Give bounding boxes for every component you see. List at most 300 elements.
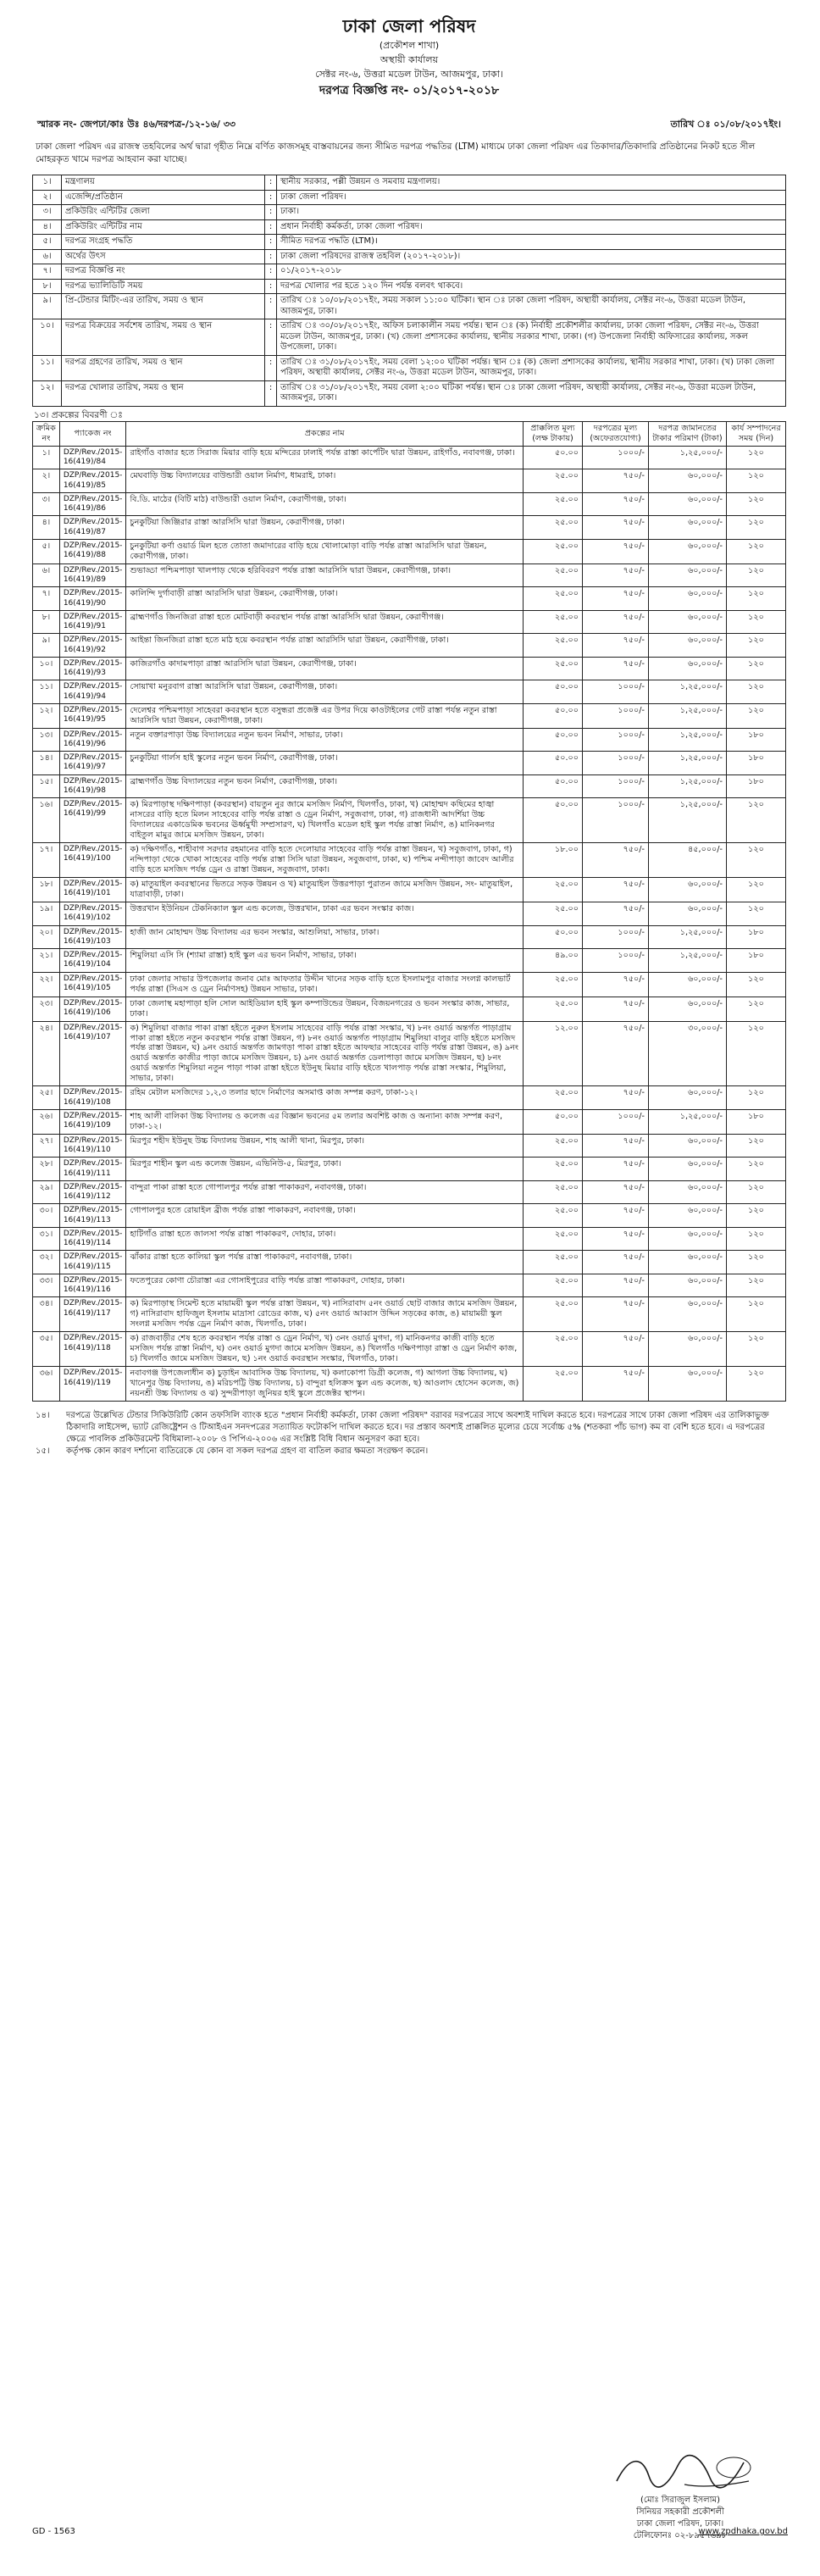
project-duration: ১২০: [727, 972, 786, 997]
project-duration: ১২০: [727, 1367, 786, 1402]
project-security: ১,২৫,০০০/-: [649, 728, 727, 752]
tender-info-table: [32, 175, 786, 407]
project-security: ৬০,০০০/-: [649, 516, 727, 540]
info-value: ঢাকা।: [277, 205, 786, 220]
project-fee: ৭৫০/-: [583, 902, 649, 926]
project-security: ৬০,০০০/-: [649, 564, 727, 587]
project-name: নতুন বক্তারপাড়া উচ্চ বিদ্যালয়ের নতুন ভবন নির্মাণ, সাভার, ঢাকা।: [126, 728, 524, 752]
project-serial: ১০।: [33, 657, 60, 680]
project-cost: ৫০.০০: [524, 728, 583, 752]
project-package: DZP/Rev./2015-16(419)/104: [59, 949, 126, 973]
project-duration: ১২০: [727, 587, 786, 611]
info-value: সীমিত দরপত্র পদ্ধতি (LTM)।: [277, 235, 786, 250]
project-fee: ৭৫০/-: [583, 1086, 649, 1110]
project-name: কালিন্দি দুর্গাবাড়ী রাস্তা আরসিসি দ্বারা উন্নয়ন, কেরাণীগঞ্জ, ঢাকা।: [126, 587, 524, 611]
project-name: আইন্তা জিনজিরা রাস্তা হতে মাঠ হয়ে কবরস্থান পর্যন্ত রাস্তা আরসিসি দ্বারা উন্নয়ন, কেরাণীগঞ্জ, ঢাকা।: [126, 634, 524, 658]
info-row: [33, 235, 786, 250]
project-name: সোয়াখা মনুরবাগ রাস্তা আরসিসি দ্বারা উন্নয়ন, কেরাণীগঞ্জ, ঢাকা।: [126, 680, 524, 704]
project-row: [33, 634, 786, 658]
info-colon: :: [265, 175, 277, 191]
info-value: ঢাকা জেলা পরিষদের রাজস্ব তহবিল (২০১৭-২০১৮)।: [277, 249, 786, 264]
project-row: [33, 1204, 786, 1228]
project-duration: ১২০: [727, 1086, 786, 1110]
info-number: ১০।: [33, 319, 62, 356]
project-cost: ৫০.০০: [524, 752, 583, 775]
project-duration: ১২০: [727, 1251, 786, 1274]
project-cost: ২৫.০০: [524, 539, 583, 564]
info-colon: :: [265, 319, 277, 356]
project-row: [33, 728, 786, 752]
info-value: ঢাকা জেলা পরিষদ।: [277, 190, 786, 205]
project-row: [33, 1180, 786, 1204]
project-cost: ২৫.০০: [524, 657, 583, 680]
info-colon: :: [265, 294, 277, 319]
project-package: DZP/Rev./2015-16(419)/102: [59, 902, 126, 926]
info-value: প্রধান নির্বাহী কর্মকর্তা, ঢাকা জেলা পরিষদ।: [277, 219, 786, 235]
project-cost: ২৫.০০: [524, 972, 583, 997]
info-colon: :: [265, 190, 277, 205]
project-cost: ২৫.০০: [524, 1227, 583, 1251]
info-number: ৭।: [33, 264, 62, 280]
project-name: ব্রাহ্মণগাঁও উচ্চ বিদ্যালয়ের নতুন ভবন নির্মাণ, কেরাণীগঞ্জ, ঢাকা।: [126, 774, 524, 798]
project-name: শাহ আলী বালিকা উচ্চ বিদ্যালয় ও কলেজ এর বিজ্ঞান ভবনের ৫ম তলার অবশিষ্ট কাজ ও অন্যান্য কাজ সম্পন্ন করণ, ঢাকা-১২।: [126, 1109, 524, 1134]
project-cost: ২৫.০০: [524, 469, 583, 493]
project-duration: ১৮০: [727, 925, 786, 949]
col-estimated-cost: প্রাক্কলিত মূল্য (লক্ষ টাকায়): [524, 421, 583, 446]
project-duration: ১২০: [727, 1204, 786, 1228]
project-fee: ১০০০/-: [583, 446, 649, 469]
note-14: [32, 1410, 786, 1446]
project-row: [33, 774, 786, 798]
project-cost: ২৫.০০: [524, 997, 583, 1021]
project-fee: ৭৫০/-: [583, 539, 649, 564]
project-duration: ১২০: [727, 657, 786, 680]
info-number: ৪।: [33, 219, 62, 235]
project-package: DZP/Rev./2015-16(419)/92: [59, 634, 126, 658]
project-serial: ৭।: [33, 587, 60, 611]
project-name: হাটিগাঁও রাস্তা হতে জালসা পর্যন্ত রাস্তা পাকাকরণ, দোহার, ঢাকা।: [126, 1227, 524, 1251]
note-number: ১৪।: [36, 1411, 50, 1421]
project-fee: ৭৫০/-: [583, 1251, 649, 1274]
project-name: ঢাকা জেলাস্থ মহাপাড়া হলি সোল আইডিয়াল হাই স্কুল কম্পাউন্ডের উন্নয়ন, বিজয়নগরের ও ভবন সংস্কার কাজ, সাভার, ঢাকা।: [126, 997, 524, 1021]
projects-section-title: ১৩। প্রকল্পের বিবরণী ঃ: [34, 409, 123, 420]
project-serial: ২৭।: [33, 1134, 60, 1158]
project-serial: ৪।: [33, 516, 60, 540]
project-row: [33, 1021, 786, 1086]
info-colon: :: [265, 235, 277, 250]
info-row: [33, 264, 786, 280]
project-cost: ২৫.০০: [524, 1274, 583, 1297]
project-cost: ২৫.০০: [524, 1086, 583, 1110]
project-security: ৬০,০০০/-: [649, 878, 727, 902]
project-name: বি.ডি. মাঠের (বিটি মাঠ) বাউন্ডারী ওয়াল নির্মাণ, কেরাণীগঞ্জ, ঢাকা।: [126, 492, 524, 516]
project-row: [33, 902, 786, 926]
project-row: [33, 1227, 786, 1251]
project-security: ৬০,০০০/-: [649, 1297, 727, 1332]
project-cost: ২৫.০০: [524, 878, 583, 902]
info-key: দরপত্র খোলার তারিখ, সময় ও স্থান: [62, 380, 265, 406]
project-fee: ১০০০/-: [583, 1109, 649, 1134]
project-serial: ৩৫।: [33, 1332, 60, 1367]
project-fee: ৭৫০/-: [583, 634, 649, 658]
project-row: [33, 997, 786, 1021]
project-package: DZP/Rev./2015-16(419)/110: [59, 1134, 126, 1158]
project-row: [33, 587, 786, 611]
col-project-name: প্রকল্পের নাম: [126, 421, 524, 446]
project-serial: ৬।: [33, 564, 60, 587]
org-title: ঢাকা জেলা পরিষদ: [342, 16, 476, 36]
info-key: দরপত্র বিজ্ঞপ্তি নং: [62, 264, 265, 280]
project-serial: ১।: [33, 446, 60, 469]
note-number: ১৫।: [36, 1446, 50, 1457]
memo-line: [32, 119, 786, 130]
project-name: রহিম মেটাল মসজিদের ১,২,৩ তলার ছাদে নির্মাণের অসমাপ্ত কাজ সম্পন্ন করণ, ঢাকা-১২।: [126, 1086, 524, 1110]
project-package: DZP/Rev./2015-16(419)/99: [59, 798, 126, 843]
project-package: DZP/Rev./2015-16(419)/109: [59, 1109, 126, 1134]
project-package: DZP/Rev./2015-16(419)/111: [59, 1158, 126, 1181]
project-name: চুনকুটিয়া জিঞ্জিরার রাস্তা আরসিসি দ্বারা উন্নয়ন, কেরাণীগঞ্জ, ঢাকা।: [126, 516, 524, 540]
project-package: DZP/Rev./2015-16(419)/101: [59, 878, 126, 902]
project-cost: ২৫.০০: [524, 610, 583, 634]
project-security: ৬০,০০০/-: [649, 1251, 727, 1274]
project-package: DZP/Rev./2015-16(419)/113: [59, 1204, 126, 1228]
project-row: [33, 925, 786, 949]
project-row: [33, 446, 786, 469]
project-duration: ১৮০: [727, 728, 786, 752]
info-value: দরপত্র খোলার পর হতে ১২০ দিন পর্যন্ত বলবৎ থাকবে।: [277, 279, 786, 294]
project-row: [33, 1158, 786, 1181]
project-security: ৬০,০০০/-: [649, 634, 727, 658]
project-cost: ৫০.০০: [524, 774, 583, 798]
signatory-designation: সিনিয়র সহকারী প্রকৌশলী: [636, 2507, 724, 2517]
project-security: ৬০,০০০/-: [649, 1086, 727, 1110]
branch-label: (প্রকৌশল শাখা): [379, 40, 440, 52]
project-serial: ৩৪।: [33, 1297, 60, 1332]
project-security: ৬০,০০০/-: [649, 657, 727, 680]
project-row: [33, 1367, 786, 1402]
project-duration: ১২০: [727, 1158, 786, 1181]
info-key: দরপত্র সংগ্রহ পদ্ধতি: [62, 235, 265, 250]
project-duration: ১২০: [727, 446, 786, 469]
project-serial: ৩০।: [33, 1204, 60, 1228]
office-label: অস্থায়ী কার্যালয়: [380, 54, 439, 65]
project-fee: ৭৫০/-: [583, 1158, 649, 1181]
project-name: মেঘবাড়ি উচ্চ বিদ্যালয়ের বাউন্ডারী ওয়াল নির্মাণ, ধামরাই, ঢাকা।: [126, 469, 524, 493]
footer-code: GD - 1563: [32, 2527, 75, 2536]
project-package: DZP/Rev./2015-16(419)/87: [59, 516, 126, 540]
project-cost: ২৫.০০: [524, 1332, 583, 1367]
notice-number: দরপত্র বিজ্ঞপ্তি নং- ০১/২০১৭-২০১৮: [319, 83, 500, 97]
project-security: ৬০,০০০/-: [649, 1367, 727, 1402]
project-security: ৩০,০০০/-: [649, 1021, 727, 1086]
project-serial: ৮।: [33, 610, 60, 634]
project-duration: ১২০: [727, 516, 786, 540]
project-security: ১,২৫,০০০/-: [649, 925, 727, 949]
project-serial: ২৮।: [33, 1158, 60, 1181]
project-cost: ৫০.০০: [524, 680, 583, 704]
project-serial: ১২।: [33, 703, 60, 728]
project-serial: ১৯।: [33, 902, 60, 926]
project-security: ৬০,০০০/-: [649, 1332, 727, 1367]
project-cost: ২৫.০০: [524, 1134, 583, 1158]
project-fee: ৭৫০/-: [583, 1332, 649, 1367]
info-row: [33, 175, 786, 191]
project-serial: ২৬।: [33, 1109, 60, 1134]
project-fee: ৭৫০/-: [583, 1274, 649, 1297]
project-security: ৬০,০০০/-: [649, 1227, 727, 1251]
project-package: DZP/Rev./2015-16(419)/90: [59, 587, 126, 611]
project-fee: ৭৫০/-: [583, 972, 649, 997]
project-package: DZP/Rev./2015-16(419)/106: [59, 997, 126, 1021]
project-fee: ১০০০/-: [583, 728, 649, 752]
project-row: [33, 657, 786, 680]
project-package: DZP/Rev./2015-16(419)/94: [59, 680, 126, 704]
info-number: ২।: [33, 190, 62, 205]
info-row: [33, 249, 786, 264]
project-package: DZP/Rev./2015-16(419)/117: [59, 1297, 126, 1332]
project-duration: ১২০: [727, 564, 786, 587]
project-row: [33, 1332, 786, 1367]
project-name: ব্রাহ্মণগাঁও জিনজিরা রাস্তা হতে মোটবাড়ী কবরস্থান পর্যন্ত রাস্তা আরসিসি দ্বারা উন্নয়ন, কেরাণীগঞ্জ।: [126, 610, 524, 634]
project-security: ৬০,০০০/-: [649, 492, 727, 516]
project-cost: ২৫.০০: [524, 1180, 583, 1204]
info-value: তারিখ ঃ ৩০/০৮/২০১৭ইং, অফিস চলাকালীন সময় পর্যন্ত। স্থান ঃ (ক) নির্বাহী প্রকৌশলীর কার্যালয়, ঢাকা জেলা পরিষদ, সেক্টর নং-৬, উত্তরা মডেল টাউন, আজমপুর, ঢাকা। (খ) জেলা প্রশাসকের কার্যালয়, স্থানীয় সরকার শাখা, ঢাকা। (গ) উপজেলা নির্বাহী অফিসারের কার্যালয়, সকল উপজেলা, ঢাকা।: [277, 319, 786, 356]
project-row: [33, 1134, 786, 1158]
project-duration: ১২০: [727, 610, 786, 634]
col-serial: ক্রমিক নং: [33, 421, 60, 446]
project-fee: ১০০০/-: [583, 680, 649, 704]
project-security: ৬০,০০০/-: [649, 972, 727, 997]
project-row: [33, 564, 786, 587]
project-duration: ১২০: [727, 1021, 786, 1086]
project-fee: ৭৫০/-: [583, 1204, 649, 1228]
project-duration: ১২০: [727, 997, 786, 1021]
info-colon: :: [265, 380, 277, 406]
project-serial: ১৭।: [33, 843, 60, 878]
info-value: ০১/২০১৭-২০১৮: [277, 264, 786, 280]
project-cost: ২৫.০০: [524, 902, 583, 926]
info-number: ৬।: [33, 249, 62, 264]
project-row: [33, 878, 786, 902]
project-name: মিরপুর শাহীন স্কুল এন্ড কলেজ উন্নয়ন, এভিনিউ-৫, মিরপুর, ঢাকা।: [126, 1158, 524, 1181]
project-cost: ২৫.০০: [524, 1158, 583, 1181]
project-name: ক) মিরপাড়াস্থ সিমেন্ট হতে মায়াময়ী স্কুল পর্যন্ত রাস্তা উন্নয়ন, খ) নাসিরাবাদ ৫নং ওয়ার্ড ছোট বাজার জামে মসজিদ উন্নয়ন, গ) নাসিরাবাদ হাফিজুল ইসলাম মাদ্রাসা রোডের কাজ, ঘ) ৫নং ওয়ার্ড আব্বাস উদ্দিন সড়কের কাজ, ঙ) মায়াময়ী স্কুল সংলগ্ন মসজিদ পর্যন্ত ড্রেন নির্মাণ কাজ, খিলগাঁও, ঢাকা।: [126, 1297, 524, 1332]
project-cost: ১২.০০: [524, 1021, 583, 1086]
info-value: তারিখ ঃ ১০/০৮/২০১৭ইং, সময় সকাল ১১:০০ ঘটিকা। স্থান ঃ ঢাকা জেলা পরিষদ, অস্থায়ী কার্যালয়, সেক্টর নং-৬, উত্তরা মডেল টাউন, আজমপুর, ঢাকা।: [277, 294, 786, 319]
project-fee: ৭৫০/-: [583, 1367, 649, 1402]
info-colon: :: [265, 279, 277, 294]
note-15: [32, 1446, 786, 1457]
project-name: বান্দুরা পাকা রাস্তা হতে গোপালপুর পর্যন্ত রাস্তা পাকাকরণ, নবাবগঞ্জ, ঢাকা।: [126, 1180, 524, 1204]
project-cost: ২৫.০০: [524, 1367, 583, 1402]
project-fee: ৭৫০/-: [583, 843, 649, 878]
project-row: [33, 539, 786, 564]
project-name: ঝাঁকার রাস্তা হতে কালিয়া স্কুল পর্যন্ত রাস্তা পাকাকরণ, নবাবগঞ্জ, ঢাকা।: [126, 1251, 524, 1274]
project-fee: ৭৫০/-: [583, 997, 649, 1021]
project-package: DZP/Rev./2015-16(419)/88: [59, 539, 126, 564]
project-security: ৬০,০০০/-: [649, 469, 727, 493]
project-package: DZP/Rev./2015-16(419)/112: [59, 1180, 126, 1204]
project-name: ফতেপুরের কোণা চৌরাস্তা এর গোসাইপুরের বাড়ি পর্যন্ত রাস্তা পাকাকরণ, দোহার, ঢাকা।: [126, 1274, 524, 1297]
project-security: ৬০,০০০/-: [649, 902, 727, 926]
project-fee: ১০০০/-: [583, 703, 649, 728]
project-serial: ৩১।: [33, 1227, 60, 1251]
projects-table: [32, 421, 786, 1402]
project-fee: ৭৫০/-: [583, 564, 649, 587]
project-package: DZP/Rev./2015-16(419)/100: [59, 843, 126, 878]
project-duration: ১২০: [727, 902, 786, 926]
project-name: চুনকুটিয়া গার্লস হাই স্কুলের নতুন ভবন নির্মাণ, কেরাণীগঞ্জ, ঢাকা।: [126, 752, 524, 775]
project-fee: ৭৫০/-: [583, 610, 649, 634]
project-serial: ২৩।: [33, 997, 60, 1021]
project-serial: ২৪।: [33, 1021, 60, 1086]
info-row: [33, 355, 786, 380]
info-row: [33, 190, 786, 205]
project-row: [33, 469, 786, 493]
project-name: গোপালপুর হতে রোয়াইল ব্রীজ পর্যন্ত রাস্তা পাকাকরণ, নবাবগঞ্জ, ঢাকা।: [126, 1204, 524, 1228]
info-row: [33, 380, 786, 406]
project-fee: ১০০০/-: [583, 949, 649, 973]
project-cost: ২৫.০০: [524, 634, 583, 658]
project-package: DZP/Rev./2015-16(419)/96: [59, 728, 126, 752]
memo-reference: স্মারক নং- জেপঢা/কাঃ উঃ ৪৬/দরপত্র-/১২-১৬/ ৩৩: [37, 119, 236, 130]
project-security: ৬০,০০০/-: [649, 1158, 727, 1181]
project-serial: ১৩।: [33, 728, 60, 752]
project-security: ১,২৫,০০০/-: [649, 446, 727, 469]
project-name: চুনকুটিয়া কর্ণা ওয়ার্ড মিল হতে তোতা জমাদারের বাড়ি হয়ে খোলামোড়া বাড়ি পর্যন্ত রাস্তা আরসিসি দ্বারা উন্নয়ন, কেরাণীগঞ্জ, ঢাকা।: [126, 539, 524, 564]
signatory-office: ঢাকা জেলা পরিষদ, ঢাকা।: [636, 2519, 724, 2529]
project-row: [33, 972, 786, 997]
project-cost: ২৫.০০: [524, 1251, 583, 1274]
notes-section: [32, 1410, 786, 1457]
footer-website: www.zpdhaka.gov.bd: [698, 2527, 788, 2536]
project-package: DZP/Rev./2015-16(419)/119: [59, 1367, 126, 1402]
project-name: ক) শিমুলিয়া বাজার পাকা রাস্তা হইতে নুরুল ইসলাম সাহেবের বাড়ি পর্যন্ত রাস্তা সংস্কার, খ) ৮নং ওয়ার্ড অন্তর্গত পাড়াগ্রাম পাকা রাস্তা হইতে নতুন কবরস্থান পর্যন্ত রাস্তা উন্নয়ন, গ) ৮নং ওয়ার্ড অন্তর্গত পাড়াগ্রাম শিমুলিয়া বালুর বাড়ি হইতে মসজিদ পর্যন্ত রাস্তা উন্নয়ন, ঘ) ৯নং ওয়ার্ড অন্তর্গত জামগড়া পাকা রাস্তা হইতে আফছার সাহেবের বাড়ি পর্যন্ত রাস্তা উন্নয়ন, ঙ) ৯নং ওয়ার্ড অন্তর্গত কাজীর পাড়া জামে মসজিদ উন্নয়ন, চ) ৯নং ওয়ার্ড অন্তর্গত ডেলাপাড়া জামে মসজিদ উন্নয়ন, ছ) ৮নং ওয়ার্ড অন্তর্গত শিমুলিয়া নতুন পাড়া পাকা রাস্তা হইতে ইউনুছ মিয়ার বাড়ি হইতে খালপাড় পর্যন্ত রাস্তা সংস্কার, শিমুলিয়া, সাভার, ঢাকা।: [126, 1021, 524, 1086]
project-security: ৬০,০০০/-: [649, 997, 727, 1021]
info-row: [33, 205, 786, 220]
info-key: দরপত্র ভ্যালিডিটি সময়: [62, 279, 265, 294]
note-text: দরপত্রে উল্লেখিত টেন্ডার সিকিউরিটি কোন তফসিলি ব্যাংক হতে "প্রধান নির্বাহী কর্মকর্তা, ঢাকা জেলা পরিষদ" বরাবর দরপত্রের সাথে অবশ্যই দাখিল করতে হবে। দরপত্রের সাথে ঢাকা জেলা পরিষদ এর তালিকাভুক্ত ঠিকাদারি লাইসেন্স, ভ্যাট রেজিষ্ট্রেশন ও টিআইএন সনদপত্রের সত্যায়িত ফটোকপি দাখিল করতে হবে। দর প্রস্তাব অবশ্যই প্রাক্কলিত মূল্যের চেয়ে সর্বোচ্চ ৫% (শতকরা পাঁচ ভাগ) কম বা বেশি হতে হবে। এ দরপত্রের ক্ষেত্রে পাবলিক প্রকিউরমেন্ট বিধিমালা-২০০৮ ও পিপিএ-২০০৬ এর সংশ্লিষ্ট বিধি বিধান অনুসরণ করা হবে।: [66, 1411, 769, 1445]
project-package: DZP/Rev./2015-16(419)/85: [59, 469, 126, 493]
project-row: [33, 1274, 786, 1297]
project-name: শুভাড্ডা পশ্চিমপাড়া খালপাড় থেকে হরিবিবরণ পর্যন্ত রাস্তা আরসিসি দ্বারা উন্নয়ন, কেরাণীগঞ্জ, ঢাকা।: [126, 564, 524, 587]
project-package: DZP/Rev./2015-16(419)/118: [59, 1332, 126, 1367]
project-name: ক) রাজবাড়ীর শেষ হতে কবরস্থান পর্যন্ত রাস্তা ও ড্রেন নির্মাণ, খ) ৩নং ওয়ার্ড মুগদা, গ) মানিকনগর কাজী বাড়ি হতে মসজিদ পর্যন্ত রাস্তা নির্মাণ, ঘ) ৩নং ওয়ার্ড মুগদা জামে মসজিদ উন্নয়ন, ঙ) খিলগাঁও দক্ষিণপাড়া রাস্তা ও ড্রেন নির্মাণ কাজ, চ) খিলগাঁও জামে মসজিদ উন্নয়ন, ছ) ১নং ওয়ার্ড কবরস্থান সংস্কার, খিলগাঁও, ঢাকা।: [126, 1332, 524, 1367]
project-name: ক) মিরপাড়াস্থ দক্ষিণপাড়া (কবরস্থান) বায়তুন নুর জামে মসজিদ নির্মাণ, খিলগাঁও, ঢাকা, খ) মোহাম্মদ কছিমের হাজ্বা নাসরের বাড়ি হতে মিলন সাহেবের বাড়ি পর্যন্ত রাস্তা ও ড্রেন নির্মাণ, সবুজবাগ, ঢাকা, গ) রাজধানী আদর্শিয়া উচ্চ বিদ্যালয়ের একাডেমিক ভবনের ঊর্ধ্বমুখী সম্প্রসারণ, ঘ) খিলগাঁও মডেল হাই স্কুল পর্যন্ত রাস্তা নির্মাণ, ঙ) মানিকনগর বাইতুল মামুর জামে মসজিদ উন্নয়ন, ঢাকা।: [126, 798, 524, 843]
project-serial: ২১।: [33, 949, 60, 973]
project-security: ১,২৫,০০০/-: [649, 680, 727, 704]
project-name: উত্তরখান ইউনিয়ন টেকনিক্যাল স্কুল এন্ড কলেজ, উত্তরখান, ঢাকা এর ভবন সংস্কার কাজ।: [126, 902, 524, 926]
project-cost: ৫০.০০: [524, 446, 583, 469]
project-name: নবাবগঞ্জ উপজেলাধীন ক) চুড়াইন আবাসিক উচ্চ বিদ্যালয়, খ) কলাকোপা ডিগ্রী কলেজ, গ) আগলা উচ্চ বিদ্যালয়, ঘ) খানেপুর উচ্চ বিদ্যালয়, ঙ) মরিচপট্টি উচ্চ বিদ্যালয়, চ) বান্দুরা হলিক্রস স্কুল এন্ড কলেজ, ছ) আওলাদ হোসেন কলেজ, জ) নয়নশ্রী উচ্চ বিদ্যালয় ও ঝ) সুন্দরীপাড়া জুনিয়র হাই স্কুলে প্রজেক্টর স্থাপন।: [126, 1367, 524, 1402]
project-duration: ১২০: [727, 843, 786, 878]
handwritten-signature: [583, 2447, 778, 2495]
project-serial: ১১।: [33, 680, 60, 704]
project-duration: ১২০: [727, 492, 786, 516]
project-fee: ৭৫০/-: [583, 1134, 649, 1158]
project-package: DZP/Rev./2015-16(419)/93: [59, 657, 126, 680]
project-fee: ৭৫০/-: [583, 587, 649, 611]
project-package: DZP/Rev./2015-16(419)/103: [59, 925, 126, 949]
office-address: সেক্টর নং-৬, উত্তরা মডেল টাউন, আজমপুর, ঢাকা।: [315, 68, 503, 80]
info-colon: :: [265, 249, 277, 264]
project-row: [33, 680, 786, 704]
project-fee: ১০০০/-: [583, 752, 649, 775]
project-security: ৬০,০০০/-: [649, 1180, 727, 1204]
project-serial: ২০।: [33, 925, 60, 949]
project-duration: ১২০: [727, 539, 786, 564]
project-duration: ১৮০: [727, 949, 786, 973]
col-document-fee: দরপত্রের মূল্য (অফেরতযোগ্য): [583, 421, 649, 446]
project-duration: ১২০: [727, 703, 786, 728]
project-duration: ১২০: [727, 1332, 786, 1367]
project-fee: ৭৫০/-: [583, 1021, 649, 1086]
project-duration: ১২০: [727, 1227, 786, 1251]
project-serial: ৩৬।: [33, 1367, 60, 1402]
info-row: [33, 319, 786, 356]
info-key: প্রকিউরিং এন্টিটির জেলা: [62, 205, 265, 220]
project-serial: ১৪।: [33, 752, 60, 775]
project-cost: ২৫.০০: [524, 516, 583, 540]
project-row: [33, 1109, 786, 1134]
project-package: DZP/Rev./2015-16(419)/107: [59, 1021, 126, 1086]
info-value: তারিখ ঃ ৩১/০৮/২০১৭ইং, সময় বেলা ২:০০ ঘটিকা পর্যন্ত। স্থান ঃ ঢাকা জেলা পরিষদ, অস্থায়ী কার্যালয়, সেক্টর নং-৬, উত্তরা মডেল টাউন, আজমপুর, ঢাকা।: [277, 380, 786, 406]
col-package: প্যাকেজ নং: [59, 421, 126, 446]
info-key: অর্থের উৎস: [62, 249, 265, 264]
info-number: ১১।: [33, 355, 62, 380]
info-colon: :: [265, 355, 277, 380]
project-duration: ১৮০: [727, 774, 786, 798]
project-cost: ২৫.০০: [524, 1297, 583, 1332]
project-security: ৬০,০০০/-: [649, 610, 727, 634]
project-package: DZP/Rev./2015-16(419)/95: [59, 703, 126, 728]
project-package: DZP/Rev./2015-16(419)/105: [59, 972, 126, 997]
col-duration: কার্য সম্পাদনের সময় (দিন): [727, 421, 786, 446]
project-serial: ১৬।: [33, 798, 60, 843]
project-row: [33, 1251, 786, 1274]
info-number: ১২।: [33, 380, 62, 406]
info-value: স্থানীয় সরকার, পল্লী উন্নয়ন ও সমবায় মন্ত্রণালয়।: [277, 175, 786, 191]
project-duration: ১২০: [727, 634, 786, 658]
project-fee: ৭৫০/-: [583, 657, 649, 680]
info-number: ৩।: [33, 205, 62, 220]
info-colon: :: [265, 219, 277, 235]
project-duration: ১২০: [727, 878, 786, 902]
signatory-phone: টেলিফোনঃ ০২-৮৯৫৭৬৯৮: [633, 2531, 728, 2540]
project-cost: ৫০.০০: [524, 798, 583, 843]
project-package: DZP/Rev./2015-16(419)/98: [59, 774, 126, 798]
info-key: মন্ত্রণালয়: [62, 175, 265, 191]
project-package: DZP/Rev./2015-16(419)/84: [59, 446, 126, 469]
project-security: ১,২৫,০০০/-: [649, 798, 727, 843]
project-fee: ১০০০/-: [583, 774, 649, 798]
project-package: DZP/Rev./2015-16(419)/89: [59, 564, 126, 587]
info-key: প্রি-টেন্ডার মিটিং-এর তারিখ, সময় ও স্থান: [62, 294, 265, 319]
notice-header: [32, 15, 786, 98]
project-duration: ১২০: [727, 1297, 786, 1332]
project-package: DZP/Rev./2015-16(419)/116: [59, 1274, 126, 1297]
project-serial: ১৮।: [33, 878, 60, 902]
project-serial: ২২।: [33, 972, 60, 997]
project-row: [33, 1086, 786, 1110]
project-row: [33, 703, 786, 728]
info-row: [33, 279, 786, 294]
project-serial: ৩২।: [33, 1251, 60, 1274]
info-key: প্রকিউরিং এন্টিটির নাম: [62, 219, 265, 235]
project-serial: ২৯।: [33, 1180, 60, 1204]
project-package: DZP/Rev./2015-16(419)/114: [59, 1227, 126, 1251]
project-duration: ১২০: [727, 680, 786, 704]
